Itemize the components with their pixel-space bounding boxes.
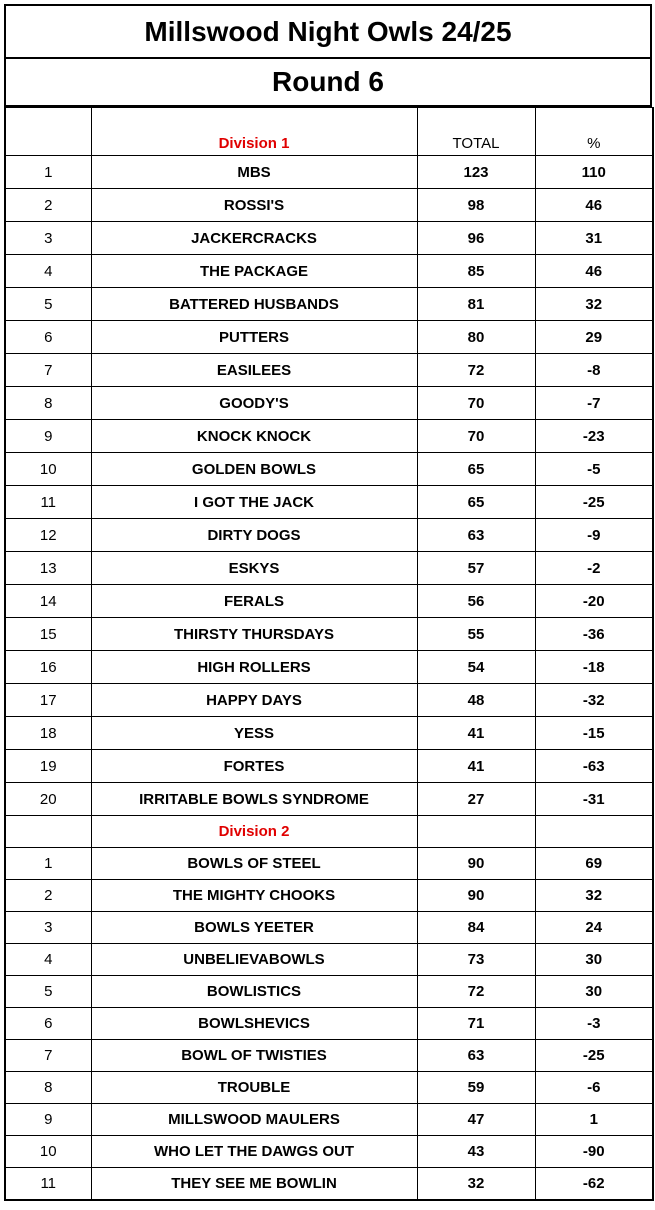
division-2-label: Division 2 [91,816,417,848]
rank-cell: 15 [5,618,91,651]
table-row [5,1008,653,1040]
percent-cell: -32 [535,684,653,717]
team-cell: GOLDEN BOWLS [91,453,417,486]
percent-cell: 46 [535,255,653,288]
rank-cell: 4 [5,255,91,288]
total-cell: 54 [417,651,535,684]
team-cell: UNBELIEVABOWLS [91,944,417,976]
total-cell: 72 [417,976,535,1008]
rank-cell: 8 [5,387,91,420]
team-cell: GOODY'S [91,387,417,420]
total-cell: 63 [417,519,535,552]
total-cell: 32 [417,1168,535,1201]
rank-cell: 10 [5,1136,91,1168]
empty-cell [417,816,535,848]
rank-cell: 14 [5,585,91,618]
rank-cell: 17 [5,684,91,717]
total-cell: 47 [417,1104,535,1136]
division-1-label: Division 1 [91,108,417,156]
round-title: Round 6 [4,57,652,107]
table-row [5,1040,653,1072]
table-row [5,255,653,288]
table-row [5,420,653,453]
total-cell: 72 [417,354,535,387]
percent-cell: -36 [535,618,653,651]
total-cell: 43 [417,1136,535,1168]
total-cell: 70 [417,420,535,453]
team-cell: BOWL OF TWISTIES [91,1040,417,1072]
table-row [5,783,653,816]
total-cell: 65 [417,453,535,486]
team-cell: TROUBLE [91,1072,417,1104]
percent-cell: -25 [535,1040,653,1072]
percent-cell: -2 [535,552,653,585]
percent-cell: -9 [535,519,653,552]
team-cell: PUTTERS [91,321,417,354]
table-row [5,684,653,717]
table-row [5,1168,653,1201]
percent-cell: 32 [535,880,653,912]
percent-cell: 46 [535,189,653,222]
rank-cell: 12 [5,519,91,552]
percent-cell: 29 [535,321,653,354]
percent-cell: -90 [535,1136,653,1168]
table-row [5,552,653,585]
team-cell: YESS [91,717,417,750]
team-cell: ESKYS [91,552,417,585]
total-cell: 65 [417,486,535,519]
table-row [5,354,653,387]
rank-cell: 16 [5,651,91,684]
table-row [5,912,653,944]
table-row [5,1104,653,1136]
team-cell: HIGH ROLLERS [91,651,417,684]
percent-cell: 32 [535,288,653,321]
empty-cell [5,816,91,848]
total-cell: 84 [417,912,535,944]
percent-cell: -8 [535,354,653,387]
team-cell: THE PACKAGE [91,255,417,288]
percent-cell: 1 [535,1104,653,1136]
team-cell: WHO LET THE DAWGS OUT [91,1136,417,1168]
rank-cell: 1 [5,156,91,189]
percent-cell: 24 [535,912,653,944]
team-cell: IRRITABLE BOWLS SYNDROME [91,783,417,816]
total-cell: 98 [417,189,535,222]
empty-cell [535,816,653,848]
sheet-title: Millswood Night Owls 24/25 [4,4,652,57]
rank-cell: 9 [5,420,91,453]
standings-table [4,107,654,1201]
division-1-header-row [5,108,653,156]
team-cell: EASILEES [91,354,417,387]
table-row [5,848,653,880]
table-row [5,321,653,354]
total-cell: 90 [417,880,535,912]
total-cell: 73 [417,944,535,976]
total-cell: 56 [417,585,535,618]
table-row [5,618,653,651]
percent-cell: -6 [535,1072,653,1104]
percent-cell: -62 [535,1168,653,1201]
total-cell: 71 [417,1008,535,1040]
total-cell: 80 [417,321,535,354]
table-row [5,944,653,976]
rank-cell: 5 [5,976,91,1008]
table-row [5,222,653,255]
total-cell: 123 [417,156,535,189]
team-cell: FERALS [91,585,417,618]
team-cell: BOWLS YEETER [91,912,417,944]
table-row [5,156,653,189]
total-cell: 90 [417,848,535,880]
rank-cell: 9 [5,1104,91,1136]
rank-cell: 19 [5,750,91,783]
team-cell: MILLSWOOD MAULERS [91,1104,417,1136]
team-cell: KNOCK KNOCK [91,420,417,453]
team-cell: BOWLS OF STEEL [91,848,417,880]
standings-sheet [4,4,652,1201]
team-cell: FORTES [91,750,417,783]
percent-cell: -20 [535,585,653,618]
team-cell: DIRTY DOGS [91,519,417,552]
percent-cell: 31 [535,222,653,255]
percent-cell: -3 [535,1008,653,1040]
team-cell: I GOT THE JACK [91,486,417,519]
percent-cell: -5 [535,453,653,486]
table-row [5,519,653,552]
rank-cell: 3 [5,912,91,944]
total-cell: 41 [417,717,535,750]
total-cell: 41 [417,750,535,783]
percent-cell: -7 [535,387,653,420]
rank-cell: 6 [5,1008,91,1040]
rank-cell: 7 [5,354,91,387]
rank-cell: 18 [5,717,91,750]
percent-cell: 110 [535,156,653,189]
rank-cell: 7 [5,1040,91,1072]
percent-cell: -15 [535,717,653,750]
total-cell: 57 [417,552,535,585]
total-cell: 96 [417,222,535,255]
rank-cell: 11 [5,1168,91,1201]
table-row [5,453,653,486]
total-cell: 85 [417,255,535,288]
total-cell: 81 [417,288,535,321]
rank-cell: 6 [5,321,91,354]
team-cell: HAPPY DAYS [91,684,417,717]
percent-cell: -31 [535,783,653,816]
table-row [5,585,653,618]
percent-cell: 30 [535,976,653,1008]
table-row [5,288,653,321]
rank-header-cell [5,108,91,156]
team-cell: THE MIGHTY CHOOKS [91,880,417,912]
rank-cell: 5 [5,288,91,321]
team-cell: THEY SEE ME BOWLIN [91,1168,417,1201]
total-cell: 48 [417,684,535,717]
division-2-header-row [5,816,653,848]
total-header: TOTAL [417,108,535,156]
table-row [5,387,653,420]
table-row [5,976,653,1008]
table-row [5,717,653,750]
percent-cell: -23 [535,420,653,453]
rank-cell: 20 [5,783,91,816]
table-row [5,189,653,222]
rank-cell: 13 [5,552,91,585]
table-row [5,1072,653,1104]
percent-cell: 30 [535,944,653,976]
rank-cell: 1 [5,848,91,880]
total-cell: 59 [417,1072,535,1104]
rank-cell: 3 [5,222,91,255]
percent-cell: 69 [535,848,653,880]
percent-cell: -63 [535,750,653,783]
team-cell: JACKERCRACKS [91,222,417,255]
table-row [5,750,653,783]
table-row [5,880,653,912]
rank-cell: 4 [5,944,91,976]
total-cell: 55 [417,618,535,651]
table-row [5,486,653,519]
team-cell: BATTERED HUSBANDS [91,288,417,321]
team-cell: BOWLSHEVICS [91,1008,417,1040]
rank-cell: 2 [5,880,91,912]
table-row [5,1136,653,1168]
total-cell: 27 [417,783,535,816]
rank-cell: 8 [5,1072,91,1104]
rank-cell: 11 [5,486,91,519]
percent-header: % [535,108,653,156]
rank-cell: 10 [5,453,91,486]
table-row [5,651,653,684]
total-cell: 63 [417,1040,535,1072]
team-cell: THIRSTY THURSDAYS [91,618,417,651]
team-cell: ROSSI'S [91,189,417,222]
percent-cell: -25 [535,486,653,519]
total-cell: 70 [417,387,535,420]
percent-cell: -18 [535,651,653,684]
team-cell: BOWLISTICS [91,976,417,1008]
team-cell: MBS [91,156,417,189]
rank-cell: 2 [5,189,91,222]
